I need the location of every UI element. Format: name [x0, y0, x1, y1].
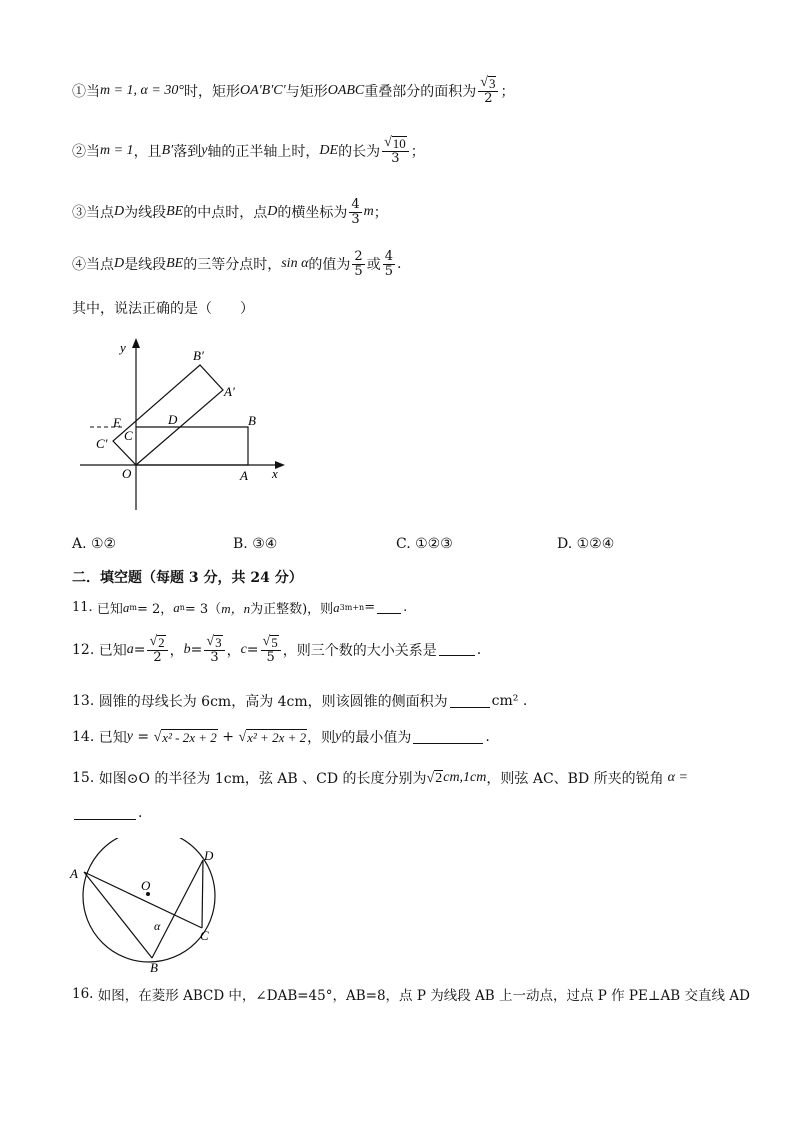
- question-14: 14. 已知 y = √ x² - 2x + 2 + √ x² + 2x + 2 ，则 y 的最小值为 .: [72, 729, 490, 746]
- answer-blank-12[interactable]: [439, 643, 475, 656]
- choice-B[interactable]: B. ③④: [233, 536, 278, 552]
- answer-blank-11[interactable]: [377, 601, 401, 614]
- label-B: B: [150, 960, 158, 975]
- label-B: B: [248, 413, 256, 428]
- label-D: D: [204, 848, 214, 863]
- label-D: D: [168, 412, 178, 427]
- section-heading: 二．填空题（每题 3 分，共 24 分）: [72, 570, 303, 586]
- question-15-blank-line: .: [72, 805, 142, 821]
- label-A: A: [240, 468, 248, 483]
- label-A: A: [70, 866, 78, 881]
- answer-blank-15[interactable]: [74, 807, 136, 820]
- question-prompt: 其中，说法正确的是（ ）: [72, 301, 254, 317]
- question-16: 16. 如图，在菱形 ABCD 中，∠DAB=45°，AB=8，点 P 为线段 AB 上一动点，过点 P 作 PE⊥AB 交直线 AD: [72, 986, 750, 1004]
- label-alpha: α: [154, 919, 161, 933]
- label-Cprime: C′: [96, 436, 108, 451]
- circle-O: [83, 838, 215, 962]
- choice-A[interactable]: A. ①②: [72, 536, 117, 552]
- question-13: 13. 圆锥的母线长为 6cm，高为 4cm，则该圆锥的侧面积为 cm² .: [72, 693, 528, 710]
- label-O: O: [122, 466, 132, 481]
- statement-1: ①当 m = 1, α = 30° 时，矩形 OA′B′C′ 与矩形 OABC 重叠部分的面积为 √ 3 2 ；: [72, 75, 515, 106]
- rectangle-OABC: [136, 427, 248, 465]
- label-C: C: [200, 928, 209, 943]
- label-Aprime: A′: [224, 384, 235, 399]
- statement-3: ③当点 D 为线段 BE 的中点时，点 D 的横坐标为 $\frac{4}{3}$ m ；: [72, 197, 388, 227]
- fraction-4-over-5: $\frac{4}{5}$: [384, 249, 393, 279]
- figure-circle-chords: [66, 838, 236, 978]
- chord-CD: [202, 860, 203, 928]
- label-E: E: [113, 415, 121, 430]
- fraction-sqrt3-over-2: √ 3 2: [478, 76, 498, 105]
- answer-blank-13[interactable]: [450, 695, 490, 708]
- choice-D[interactable]: D. ①②④: [557, 536, 615, 552]
- choice-C[interactable]: C. ①②③: [396, 536, 453, 552]
- statement-4: ④当点 D 是线段 BE 的三等分点时， sin α 的值为 $\frac{2}{5}$ 或 $\frac{4}{5}$ .: [72, 249, 402, 279]
- label-O: O: [141, 878, 151, 893]
- figure-rectangles-axes: [80, 330, 300, 520]
- statement-2: ②当 m = 1 ，且 B′ 落到 y 轴的正半轴上时， DE 的长为 √ 10 3 ；: [72, 135, 425, 166]
- label-Bprime: B′: [193, 348, 204, 363]
- label-y: y: [120, 340, 126, 355]
- fraction-2-over-5: $\frac{2}{5}$: [354, 249, 363, 279]
- label-C: C: [124, 428, 133, 443]
- question-12: 12. 已知 a = √ 2 2 ， b = √ 3 3 ， c = √ 5 5 ，则三个数的大小关系是 .: [72, 634, 482, 665]
- question-11: 11. 已知 a m = 2， a n = 3（ m，n 为正整数)，则 a 3m+n = .: [72, 599, 408, 617]
- fraction-sqrt10-over-3: √ 10 3: [382, 136, 409, 165]
- y-axis-arrow: [132, 338, 140, 348]
- label-x: x: [272, 466, 278, 481]
- answer-blank-14[interactable]: [413, 731, 483, 744]
- question-15: 15. 如图⊙O 的半径为 1cm，弦 AB 、CD 的长度分别为 √ 2 cm,1cm ，则弦 AC、BD 所夹的锐角 α =: [72, 770, 688, 787]
- fraction-4-over-3: $\frac{4}{3}$: [351, 197, 360, 227]
